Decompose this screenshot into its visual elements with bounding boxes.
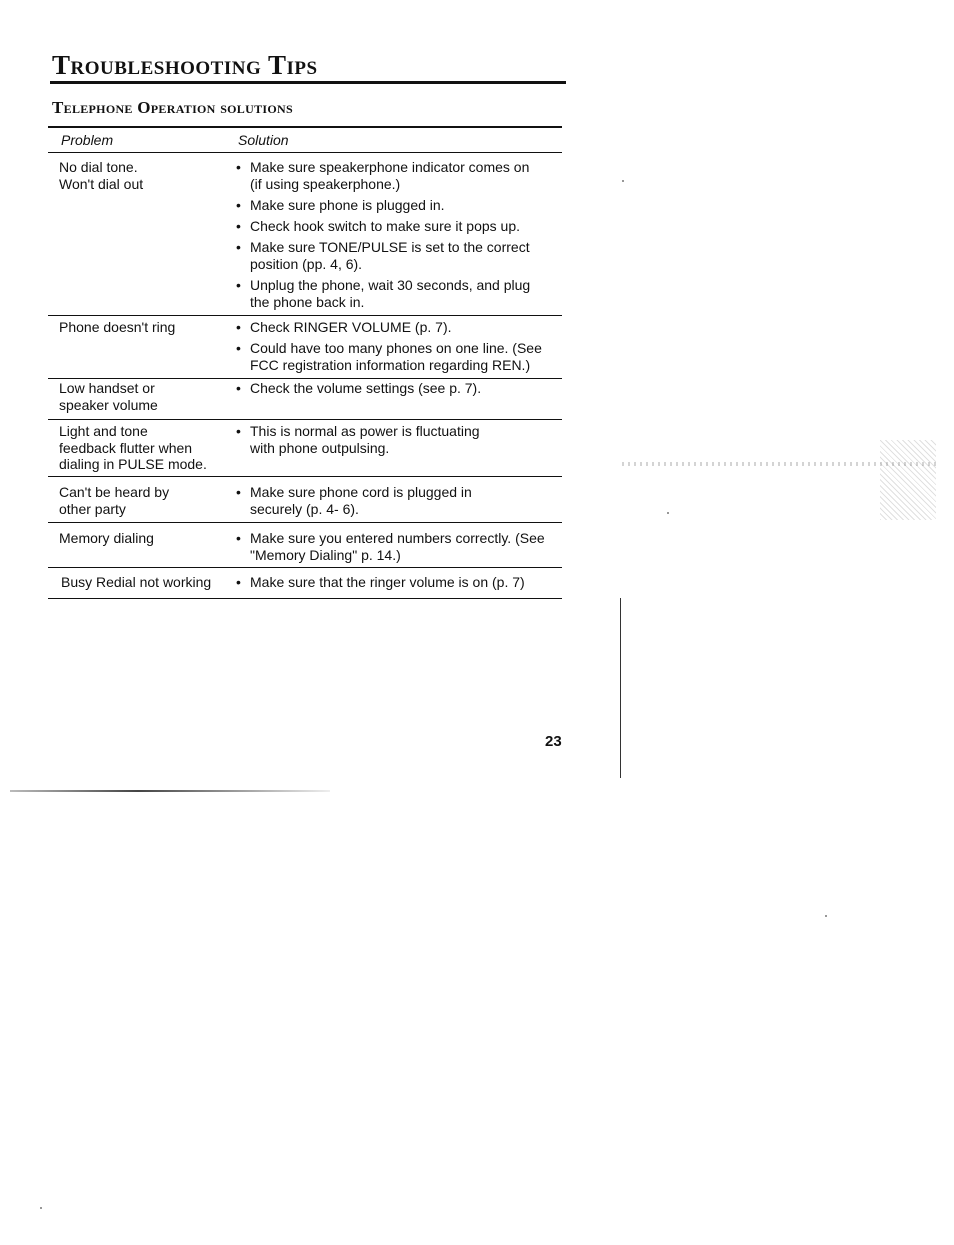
solution-list bbox=[236, 423, 554, 461]
scan-speck bbox=[825, 915, 827, 917]
table-header bbox=[48, 126, 562, 153]
problem-cell: Memory dialing bbox=[59, 530, 154, 546]
scan-artifact-horizontal-line bbox=[10, 790, 330, 792]
solution-item: • Check the volume settings (see p. 7). bbox=[236, 380, 554, 397]
scan-artifact-noise-patch bbox=[880, 440, 936, 520]
solution-item: • Unplug the phone, wait 30 seconds, and plug the phone back in. bbox=[236, 277, 554, 311]
problem-cell: Can't be heard by other party bbox=[59, 484, 170, 517]
page-title: Troubleshooting Tips bbox=[52, 50, 318, 80]
solution-list bbox=[236, 319, 554, 378]
solution-item: • Make sure you entered numbers correctly. (See "Memory Dialing" p. 14.) bbox=[236, 530, 554, 564]
solution-item: • Make sure speakerphone indicator comes on (if using speakerphone.) bbox=[236, 159, 554, 193]
problem-cell: Busy Redial not working bbox=[61, 574, 212, 590]
solution-item: • Check RINGER VOLUME (p. 7). bbox=[236, 319, 554, 336]
solution-list bbox=[236, 159, 554, 315]
page-number: 23 bbox=[545, 733, 562, 750]
solution-list bbox=[236, 380, 554, 401]
scan-artifact-vertical-line bbox=[620, 598, 621, 778]
header-problem: Problem bbox=[61, 132, 114, 148]
solution-item: • Make sure phone is plugged in. bbox=[236, 197, 554, 214]
solution-item: • Make sure that the ringer volume is on (p. 7) bbox=[236, 574, 554, 591]
table-row bbox=[48, 379, 562, 420]
troubleshooting-table bbox=[48, 126, 562, 599]
table-row bbox=[48, 523, 562, 568]
problem-cell: Phone doesn't ring bbox=[59, 319, 176, 335]
solution-item: • Make sure TONE/PULSE is set to the correct position (pp. 4, 6). bbox=[236, 239, 554, 273]
table-row bbox=[48, 153, 562, 316]
solution-list bbox=[236, 484, 554, 522]
solution-item: • This is normal as power is fluctuating with phone outpulsing. bbox=[236, 423, 554, 457]
table-row bbox=[48, 568, 562, 599]
solution-list bbox=[236, 530, 554, 568]
table-row bbox=[48, 316, 562, 379]
problem-cell: Light and tone feedback flutter when dialing in PULSE mode. bbox=[59, 423, 207, 472]
solution-item: • Make sure phone cord is plugged in securely (p. 4- 6). bbox=[236, 484, 554, 518]
problem-cell: Low handset or speaker volume bbox=[59, 380, 158, 413]
problem-cell: No dial tone. Won't dial out bbox=[59, 159, 144, 192]
section-title: Telephone Operation solutions bbox=[52, 98, 293, 117]
title-underline bbox=[50, 81, 566, 84]
solution-item: • Check hook switch to make sure it pops up. bbox=[236, 218, 554, 235]
header-solution: Solution bbox=[238, 132, 289, 148]
table-row bbox=[48, 420, 562, 477]
table-row bbox=[48, 477, 562, 523]
scan-speck bbox=[667, 512, 669, 514]
solution-list bbox=[236, 574, 554, 595]
scan-speck bbox=[622, 180, 624, 182]
solution-item: • Could have too many phones on one line. (See FCC registration information regarding REN.) bbox=[236, 340, 554, 374]
scan-speck bbox=[40, 1207, 42, 1209]
